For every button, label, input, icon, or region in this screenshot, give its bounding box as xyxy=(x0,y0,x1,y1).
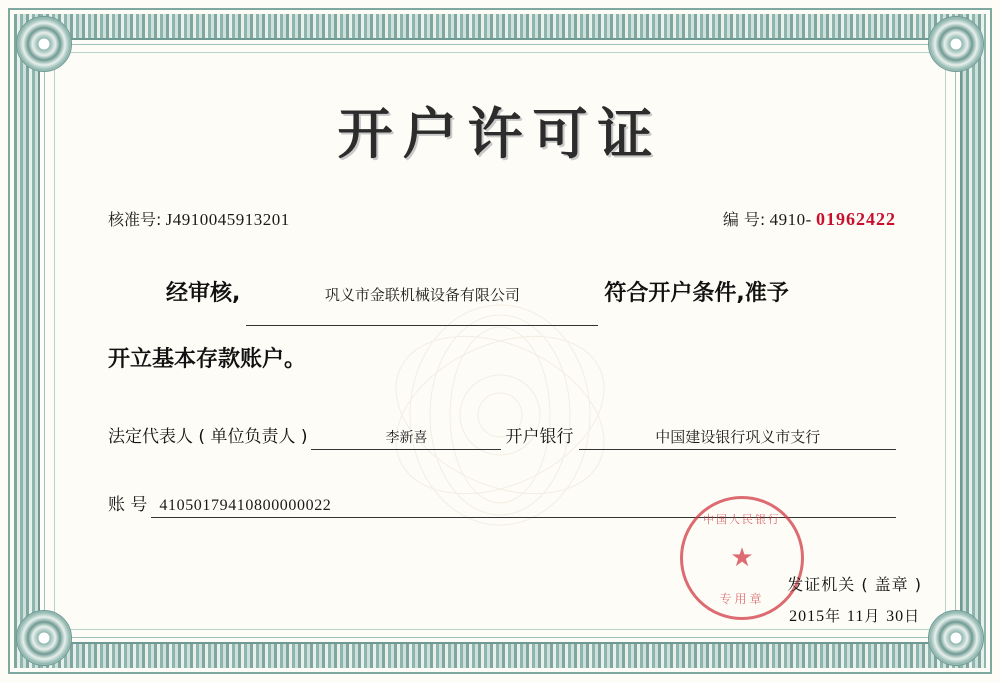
issue-day: 30 xyxy=(886,608,905,625)
account-number-value: 41050179410800000022 xyxy=(151,497,896,518)
serial-number-prefix: 4910- xyxy=(769,210,812,229)
representative-bank-row xyxy=(70,422,930,450)
serial-number-value: 01962422 xyxy=(816,209,896,229)
certificate-content xyxy=(70,62,930,620)
approval-number-label: 核准号: xyxy=(108,210,162,229)
seal-star-icon: ★ xyxy=(730,543,754,572)
corner-rosette-bottom-right xyxy=(928,610,984,666)
account-holder-value: 巩义市金联机械设备有限公司 xyxy=(246,267,598,326)
issuer-block xyxy=(787,572,922,626)
bank-label: 开户银行 xyxy=(505,427,574,447)
issue-year: 2015 xyxy=(789,608,826,625)
serial-number-label: 编 号: xyxy=(722,210,766,229)
certificate-body xyxy=(70,266,930,388)
body-lead-text: 经审核, xyxy=(166,281,241,306)
issue-month: 11 xyxy=(846,608,865,625)
representative-label: 法定代表人 ( 单位负责人 ) xyxy=(108,427,308,447)
approval-serial-row xyxy=(70,207,930,230)
body-line-one xyxy=(108,266,896,326)
body-tail-text: 符合开户条件,准予 xyxy=(604,281,789,306)
corner-rosette-top-right xyxy=(928,16,984,72)
issuer-label: 发证机关 ( 盖章 ) xyxy=(787,575,922,594)
issue-date xyxy=(787,605,922,626)
issue-year-unit: 年 xyxy=(825,607,842,625)
page-title: 开户许可证 xyxy=(337,102,663,166)
representative-value: 李新喜 xyxy=(311,427,501,450)
account-number-row xyxy=(70,490,930,518)
body-line-two: 开立基本存款账户。 xyxy=(108,347,307,372)
corner-rosette-bottom-left xyxy=(16,610,72,666)
seal-bottom-text: 专用章 xyxy=(719,592,765,606)
account-number-label: 账 号 xyxy=(108,495,148,515)
bank-value: 中国建设银行巩义市支行 xyxy=(579,426,896,450)
approval-number-group xyxy=(108,207,290,230)
seal-top-text: 中国人民银行 xyxy=(703,513,781,526)
issue-month-unit: 月 xyxy=(864,607,881,625)
approval-number-value: J4910045913201 xyxy=(165,210,290,229)
issue-day-unit: 日 xyxy=(904,607,921,625)
serial-number-group xyxy=(723,207,896,230)
corner-rosette-top-left xyxy=(16,16,72,72)
